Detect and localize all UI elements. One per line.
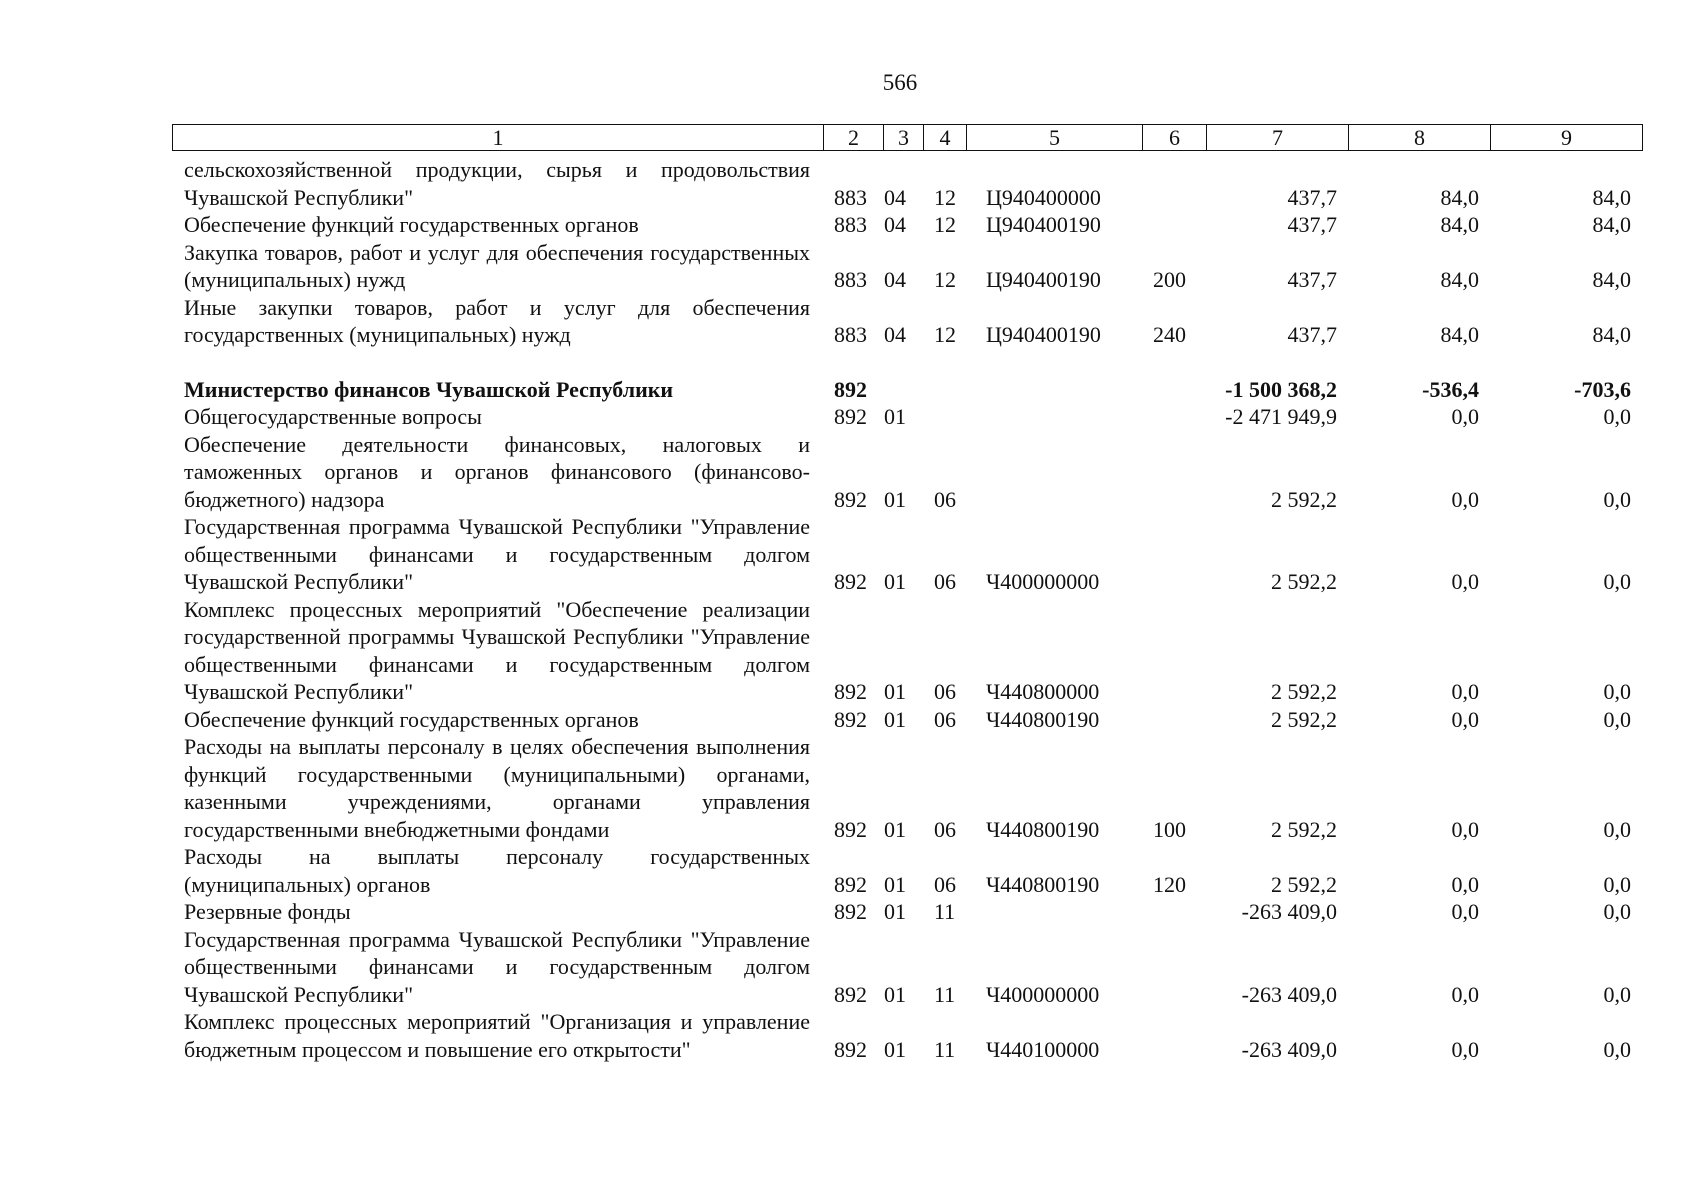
chapter-code: 883 <box>834 322 867 347</box>
amount-col-7: -263 409,0 <box>1241 899 1337 924</box>
row-name: Министерство финансов Чувашской Республики <box>184 376 674 402</box>
chapter-code: 892 <box>834 376 867 402</box>
column-header-5: 5 <box>966 125 1142 150</box>
amount-col-7: 2 592,2 <box>1271 569 1337 594</box>
chapter-code: 892 <box>834 679 867 704</box>
column-header-row <box>172 124 1643 151</box>
section-code: 01 <box>884 569 906 594</box>
amount-col-7: 437,7 <box>1287 267 1337 292</box>
section-code: 01 <box>884 404 906 429</box>
chapter-code: 892 <box>834 404 867 429</box>
row-name: Комплекс процессных мероприятий "Организация и управление бюджетным процессом и повышение его открытости" <box>184 1009 810 1062</box>
table-row <box>172 596 1641 706</box>
subsection-code: 06 <box>934 706 956 732</box>
target-article-code: Ц940400190 <box>986 267 1101 292</box>
subsection-code: 06 <box>934 569 956 594</box>
chapter-code: 892 <box>834 486 867 512</box>
amount-col-8: 84,0 <box>1440 267 1479 292</box>
chapter-code: 883 <box>834 184 867 210</box>
amount-col-8: 84,0 <box>1440 322 1479 347</box>
amount-col-9: 0,0 <box>1603 981 1631 1007</box>
chapter-code: 892 <box>834 706 867 732</box>
expense-type-code: 240 <box>1153 322 1186 347</box>
column-header-3: 3 <box>883 125 923 150</box>
target-article-code: Ч440800000 <box>986 679 1100 704</box>
amount-col-9: 0,0 <box>1603 1036 1631 1062</box>
chapter-code: 892 <box>834 569 867 594</box>
row-name: Иные закупки товаров, работ и услуг для обеспечения государственных (муниципальных) нужд <box>184 294 810 347</box>
amount-col-7: 437,7 <box>1287 184 1337 210</box>
amount-col-9: 0,0 <box>1603 816 1631 842</box>
target-article-code: Ч440100000 <box>986 1036 1100 1062</box>
amount-col-7: -263 409,0 <box>1241 981 1337 1007</box>
target-article-code: Ч440800190 <box>986 871 1100 897</box>
row-name: Расходы на выплаты персоналу государственных (муниципальных) органов <box>184 844 810 897</box>
target-article-code: Ч400000000 <box>986 981 1100 1007</box>
amount-col-7: 2 592,2 <box>1271 486 1337 512</box>
section-code: 04 <box>884 267 906 292</box>
amount-col-8: 0,0 <box>1451 871 1479 897</box>
amount-col-8: 84,0 <box>1440 212 1479 237</box>
row-name: Комплекс процессных мероприятий "Обеспечение реализации государственной программы Чувашской Республики "Управление общественными финансами и государственным долгом Чувашской Республики" <box>184 596 810 704</box>
section-code: 01 <box>884 899 906 924</box>
column-header-7: 7 <box>1206 125 1348 150</box>
amount-col-8: 0,0 <box>1451 1036 1479 1062</box>
subsection-code: 11 <box>934 1036 956 1062</box>
column-header-2: 2 <box>823 125 883 150</box>
row-name: Расходы на выплаты персоналу в целях обеспечения выполнения функций государственными (муниципальными) органами, казенными учреждениями, органами управления государственными внебюджетными фондами <box>184 734 810 842</box>
amount-col-7: 2 592,2 <box>1271 871 1337 897</box>
amount-col-8: 0,0 <box>1451 486 1479 512</box>
chapter-code: 892 <box>834 1036 867 1062</box>
amount-col-9: 84,0 <box>1592 267 1631 292</box>
budget-table-body <box>172 156 1641 1063</box>
expense-type-code: 200 <box>1153 267 1186 292</box>
amount-col-9: 0,0 <box>1603 706 1631 732</box>
chapter-code: 883 <box>834 212 867 237</box>
amount-col-7: 2 592,2 <box>1271 816 1337 842</box>
expense-type-code: 100 <box>1153 816 1186 842</box>
row-name: Обеспечение функций государственных органов <box>184 706 639 732</box>
amount-col-9: 0,0 <box>1603 899 1631 924</box>
amount-col-8: 0,0 <box>1451 816 1479 842</box>
amount-col-7: -2 471 949,9 <box>1225 404 1337 429</box>
amount-col-7: 2 592,2 <box>1271 706 1337 732</box>
table-row <box>172 239 1641 294</box>
amount-col-8: 0,0 <box>1451 981 1479 1007</box>
section-code: 04 <box>884 322 906 347</box>
section-code: 04 <box>884 184 906 210</box>
target-article-code: Ч440800190 <box>986 706 1100 732</box>
amount-col-8: 0,0 <box>1451 679 1479 704</box>
table-row <box>172 843 1641 898</box>
amount-col-8: 0,0 <box>1451 569 1479 594</box>
column-header-6: 6 <box>1142 125 1206 150</box>
table-row <box>172 706 1641 734</box>
column-header-1: 1 <box>492 124 504 150</box>
amount-col-8: 84,0 <box>1440 184 1479 210</box>
table-row <box>172 733 1641 843</box>
target-article-code: Ц940400190 <box>986 212 1101 237</box>
amount-col-8: 0,0 <box>1451 706 1479 732</box>
subsection-code: 12 <box>934 322 956 347</box>
amount-col-7: 437,7 <box>1287 322 1337 347</box>
amount-col-7: 2 592,2 <box>1271 679 1337 704</box>
amount-col-8: -536,4 <box>1422 376 1479 402</box>
subsection-code: 12 <box>934 267 956 292</box>
target-article-code: Ц940400000 <box>986 184 1101 210</box>
amount-col-9: 0,0 <box>1603 569 1631 594</box>
amount-col-8: 0,0 <box>1451 899 1479 924</box>
chapter-code: 892 <box>834 871 867 897</box>
row-name: Государственная программа Чувашской Республики "Управление общественными финансами и государственным долгом Чувашской Республики" <box>184 514 810 594</box>
amount-col-9: 0,0 <box>1603 679 1631 704</box>
row-name: Закупка товаров, работ и услуг для обеспечения государственных (муниципальных) нужд <box>184 239 810 292</box>
chapter-code: 892 <box>834 899 867 924</box>
subsection-code: 06 <box>934 816 956 842</box>
row-name: Государственная программа Чувашской Республики "Управление общественными финансами и государственным долгом Чувашской Республики" <box>184 926 810 1007</box>
amount-col-9: 0,0 <box>1603 404 1631 429</box>
row-name: Обеспечение функций государственных органов <box>184 212 639 237</box>
amount-col-9: 84,0 <box>1592 212 1631 237</box>
table-row <box>172 156 1641 211</box>
table-row <box>172 431 1641 514</box>
table-row <box>172 376 1641 404</box>
amount-col-9: -703,6 <box>1574 376 1631 402</box>
table-row <box>172 403 1641 431</box>
subsection-code: 06 <box>934 871 956 897</box>
target-article-code: Ч400000000 <box>986 569 1100 594</box>
table-row <box>172 1008 1641 1063</box>
amount-col-9: 84,0 <box>1592 184 1631 210</box>
table-row <box>172 513 1641 596</box>
amount-col-9: 0,0 <box>1603 486 1631 512</box>
amount-col-7: 437,7 <box>1287 212 1337 237</box>
section-code: 01 <box>884 706 906 732</box>
row-name: Общегосударственные вопросы <box>184 404 482 429</box>
section-code: 04 <box>884 212 906 237</box>
subsection-code: 11 <box>934 981 956 1007</box>
amount-col-9: 84,0 <box>1592 322 1631 347</box>
table-row <box>172 926 1641 1009</box>
amount-col-9: 0,0 <box>1603 871 1631 897</box>
row-name: Обеспечение деятельности финансовых, налоговых и таможенных органов и органов финансового (финансово-бюджетного) надзора <box>184 431 810 512</box>
section-code: 01 <box>884 981 906 1007</box>
table-row <box>172 898 1641 926</box>
subsection-code: 12 <box>934 212 956 237</box>
row-name: Резервные фонды <box>184 899 351 924</box>
column-header-8: 8 <box>1348 125 1490 150</box>
chapter-code: 883 <box>834 267 867 292</box>
section-code: 01 <box>884 816 906 842</box>
target-article-code: Ц940400190 <box>986 322 1101 347</box>
chapter-code: 892 <box>834 981 867 1007</box>
column-header-9: 9 <box>1490 125 1642 150</box>
page-number: 566 <box>882 70 918 95</box>
table-row <box>172 211 1641 239</box>
table-row <box>172 294 1641 349</box>
subsection-code: 06 <box>934 486 956 512</box>
section-code: 01 <box>884 486 906 512</box>
subsection-code: 12 <box>934 184 956 210</box>
subsection-code: 06 <box>934 679 956 704</box>
subsection-code: 11 <box>934 899 956 924</box>
amount-col-8: 0,0 <box>1451 404 1479 429</box>
section-code: 01 <box>884 1036 906 1062</box>
expense-type-code: 120 <box>1153 871 1186 897</box>
target-article-code: Ч440800190 <box>986 816 1100 842</box>
amount-col-7: -1 500 368,2 <box>1225 376 1337 402</box>
row-name: сельскохозяйственной продукции, сырья и продовольствия Чувашской Республики" <box>184 157 810 210</box>
section-code: 01 <box>884 871 906 897</box>
section-code: 01 <box>884 679 906 704</box>
amount-col-7: -263 409,0 <box>1241 1036 1337 1062</box>
column-header-4: 4 <box>923 125 966 150</box>
chapter-code: 892 <box>834 816 867 842</box>
